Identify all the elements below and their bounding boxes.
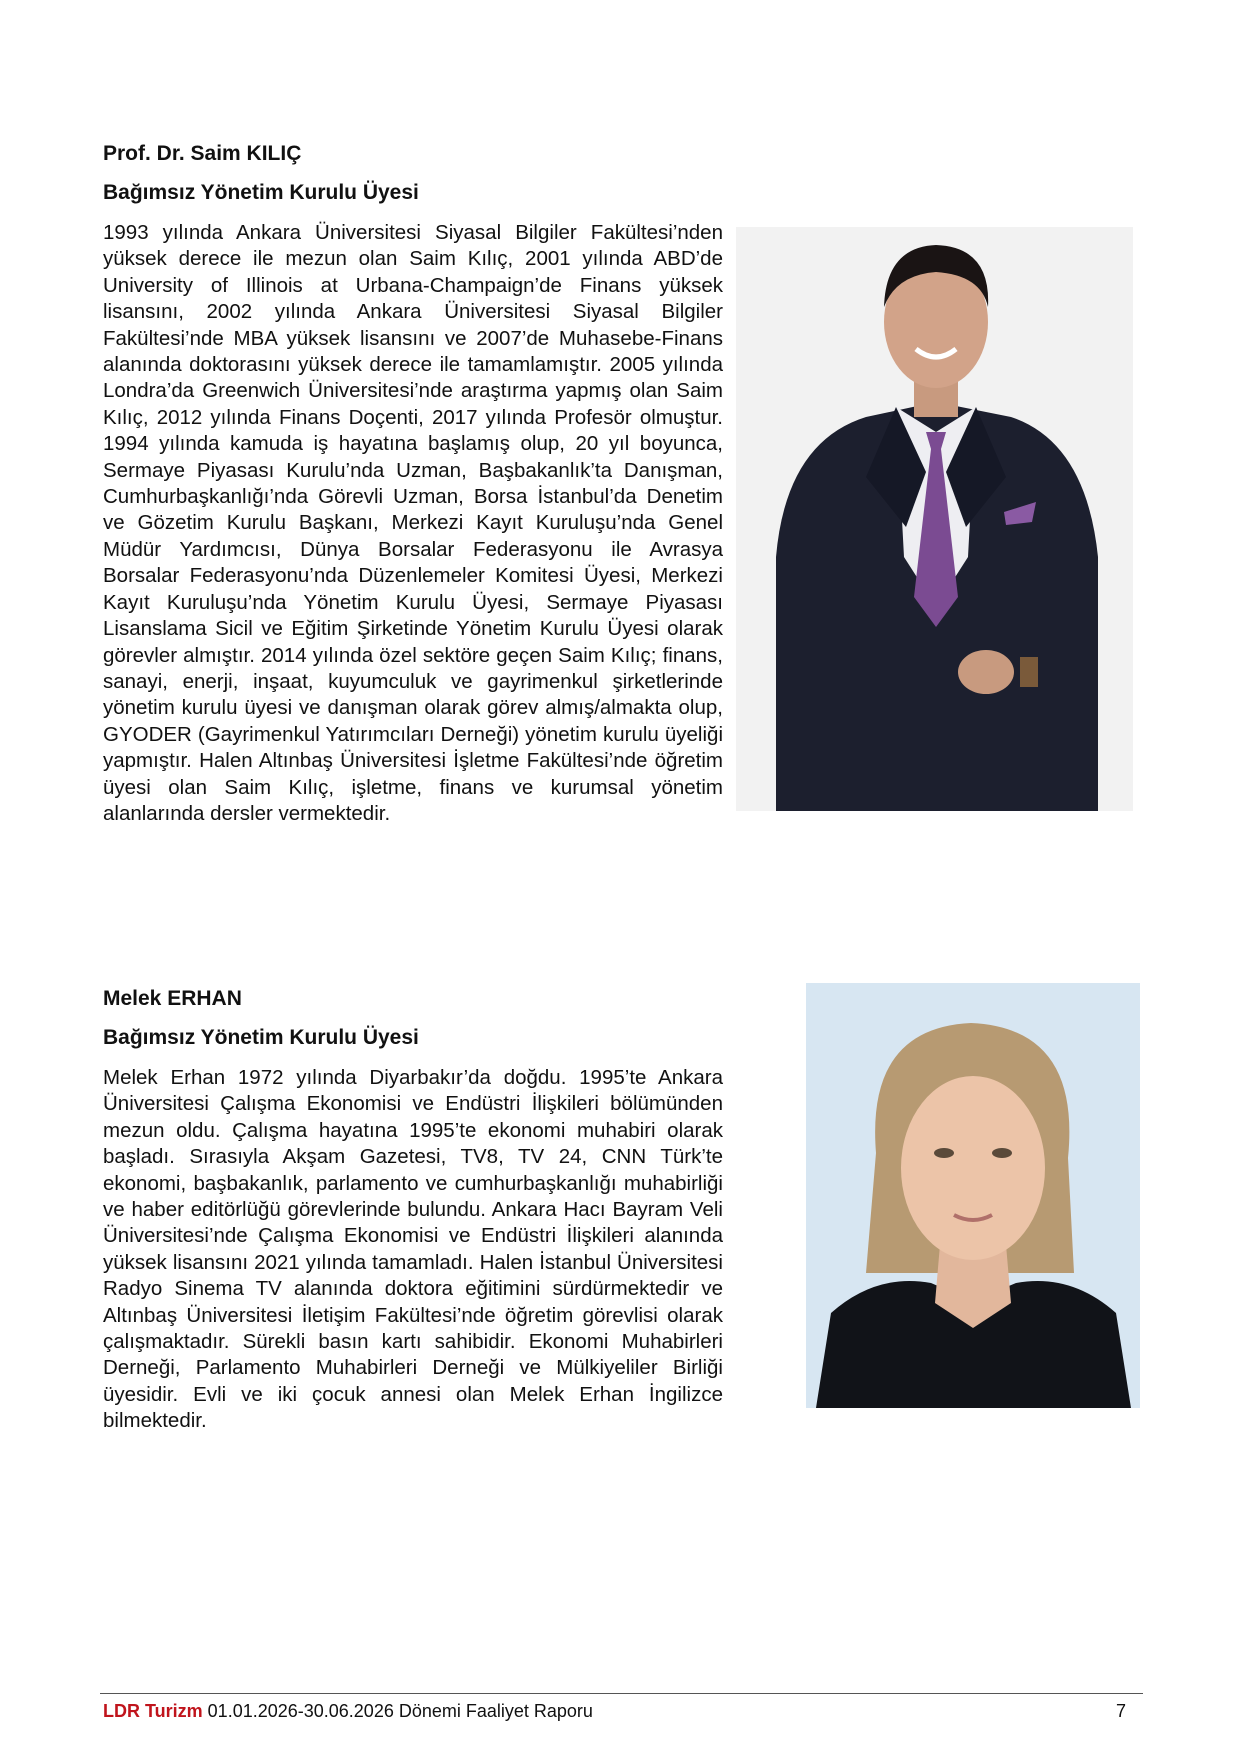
person1-role: Bağımsız Yönetim Kurulu Üyesi: [103, 181, 419, 204]
person1-name: Prof. Dr. Saim KILIÇ: [103, 142, 302, 165]
footer-report-title: 01.01.2026-30.06.2026 Dönemi Faaliyet Raporu: [202, 1701, 593, 1721]
person2-name: Melek ERHAN: [103, 987, 242, 1010]
person2-photo: [806, 983, 1140, 1408]
footer-divider: [100, 1693, 1143, 1694]
person1-bio: 1993 yılında Ankara Üniversitesi Siyasal Bilgiler Fakültesi’nden yüksek derece ile mezun olan Saim Kılıç, 2001 yılında ABD’de University of Illinois at Urbana-Champaign’de Finans yüksek lisansını, 2002 yılında Ankara Üniversitesi Siyasal Bilgiler Fakültesi’nde MBA yüksek lisansını ve 2007’de Muhasebe-Finans alanında doktorasını yüksek derece ile tamamlamıştır. 2005 yılında Londra’da Greenwich Üniversitesi’nde araştırma yapmış olan Saim Kılıç, 2012 yılında Finans Doçenti, 2017 yılında Profesör olmuştur. 1994 yılında kamuda iş hayatına başlamış olup, 20 yıl boyunca, Sermaye Piyasası Kurulu’nda Uzman, Başbakanlık’ta Danışman, Cumhurbaşkanlığı’nda Görevli Uzman, Borsa İstanbul’da Denetim ve Gözetim Kurulu Başkanı, Merkezi Kayıt Kuruluşu’nda Genel Müdür Yardımcısı, Dünya Borsalar Federasyonu ile Avrasya Borsalar Federasyonu’nda Düzenlemeler Komitesi Üyesi, Merkezi Kayıt Kuruluşu’nda Yönetim Kurulu Üyesi, Sermaye Piyasası Lisanslama Sicil ve Eğitim Şirketinde Yönetim Kurulu Üyesi olarak görevler almıştır. 2014 yılında özel sektöre geçen Saim Kılıç; finans, sanayi, enerji, inşaat, kuyumculuk ve gayrimenkul şirketlerinde yönetim kurulu üyesi ve danışman olarak görev almış/almakta olup, GYODER (Gayrimenkul Yatırımcıları Derneği) yönetim kurulu üyeliği yapmıştır. Halen Altınbaş Üniversitesi İşletme Fakültesi’nde öğretim üyesi olan Saim Kılıç, işletme, finans ve kurumsal yönetim alanlarında dersler vermektedir.: [103, 221, 723, 825]
page-number: 7: [1116, 1701, 1127, 1721]
person2-role: Bağımsız Yönetim Kurulu Üyesi: [103, 1026, 419, 1049]
person2-bio: Melek Erhan 1972 yılında Diyarbakır’da doğdu. 1995’te Ankara Üniversitesi Çalışma Ekonomisi ve Endüstri İlişkileri bölümünden mezun oldu. Çalışma hayatına 1995’te ekonomi muhabiri olarak başladı. Sırasıyla Akşam Gazetesi, TV8, TV 24, CNN Türk’te ekonomi, başbakanlık, parlamento ve cumhurbaşkanlığı muhabirliği ve haber editörlüğü görevlerinde bulundu. Ankara Hacı Bayram Veli Üniversitesi’nde Çalışma Ekonomisi ve Endüstri İlişkileri alanında yüksek lisansını 2021 yılında tamamladı. Halen İstanbul Üniversitesi Radyo Sinema TV alanında doktora eğitimini sürdürmektedir ve Altınbaş Üniversitesi İletişim Fakültesi’nde öğretim görevlisi olarak çalışmaktadır. Sürekli basın kartı sahibidir. Ekonomi Muhabirleri Derneği, Parlamento Muhabirleri Derneği ve Mülkiyeliler Birliği üyesidir. Evli ve iki çocuk annesi olan Melek Erhan İngilizce bilmektedir.: [103, 1066, 723, 1433]
person1-photo: [736, 227, 1133, 811]
footer-brand: LDR Turizm: [103, 1701, 203, 1721]
footer: [103, 1701, 593, 1722]
